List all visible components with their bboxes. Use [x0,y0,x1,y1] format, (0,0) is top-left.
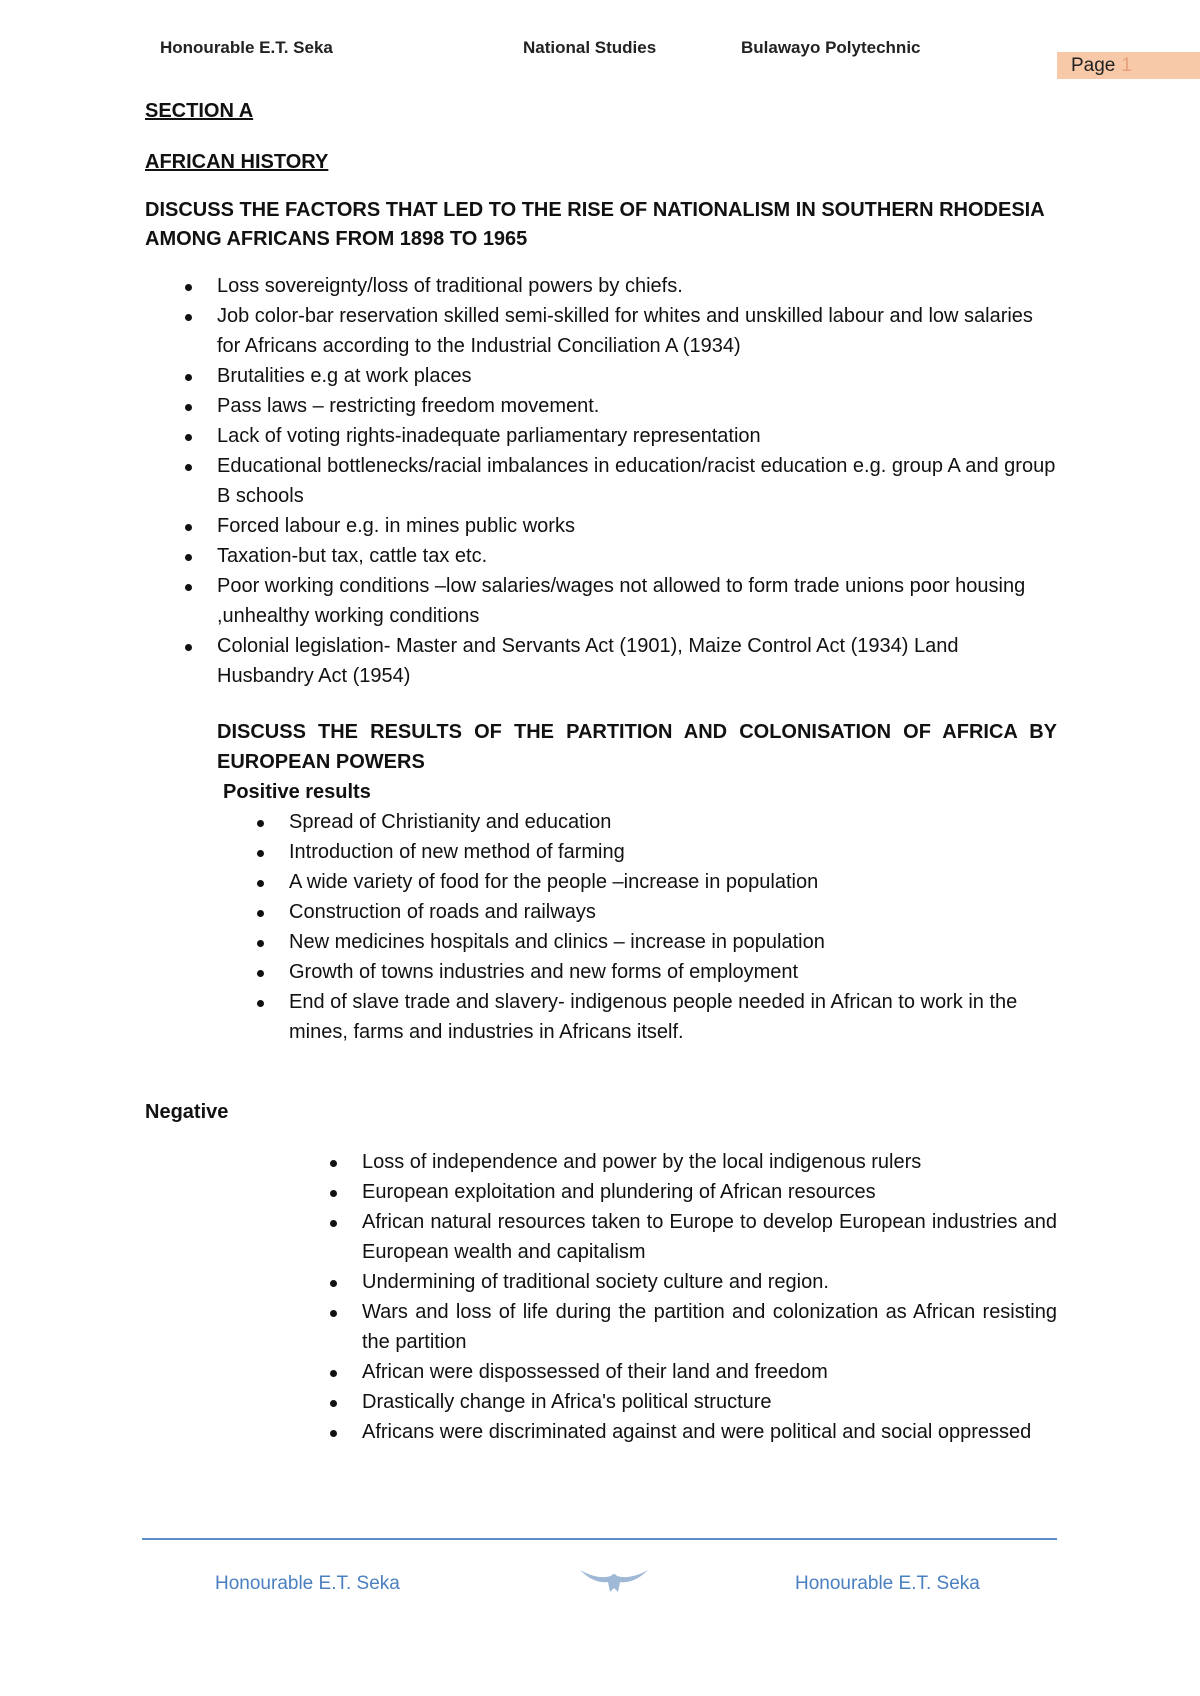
list-item [145,1267,1057,1297]
list-item-text: European exploitation and plundering of African resources [362,1181,876,1203]
list-item-text: Loss of independence and power by the local indigenous rulers [362,1151,922,1173]
list-item [145,541,1057,571]
bullet-icon [257,1000,264,1007]
bullet-icon [330,1190,337,1197]
page-number-badge [1057,52,1200,79]
list-item-text: African were dispossessed of their land and freedom [362,1361,828,1383]
list-item-text: Job color-bar reservation skilled semi-skilled for whites and unskilled labour and low salaries for Africans according to the Industrial Conciliation A (1934) [217,305,1033,357]
list-item [217,897,1057,927]
header-subject: National Studies [523,38,657,57]
bullet-icon [330,1370,337,1377]
bullet-icon [185,584,192,591]
list-item-text: Lack of voting rights-inadequate parliamentary representation [217,425,761,447]
question2-title: DISCUSS THE RESULTS OF THE PARTITION AND COLONISATION OF AFRICA BY EUROPEAN POWERS [217,721,1057,773]
bullet-icon [330,1430,337,1437]
positive-results-label: Positive results [223,781,371,803]
bullet-icon [185,464,192,471]
list-item-text: Drastically change in Africa's political structure [362,1391,772,1413]
list-item [145,1387,1057,1417]
bullet-icon [185,434,192,441]
question1-list [145,271,1057,691]
list-item [145,271,1057,301]
list-item-text: End of slave trade and slavery- indigenous people needed in African to work in the mines, farms and industries in Africans itself. [289,991,1018,1043]
list-item-text: Undermining of traditional society culture and region. [362,1271,829,1293]
list-item [145,451,1057,511]
bullet-icon [330,1310,337,1317]
list-item [145,391,1057,421]
bullet-icon [330,1220,337,1227]
list-item [145,1207,1057,1267]
bullet-icon [185,284,192,291]
footer-divider [142,1538,1057,1540]
bullet-icon [257,910,264,917]
list-item-text: New medicines hospitals and clinics – increase in population [289,931,825,953]
list-item-text: Brutalities e.g at work places [217,365,472,387]
list-item [217,837,1057,867]
list-item [145,421,1057,451]
bullet-icon [257,880,264,887]
list-item-text: Pass laws – restricting freedom movement. [217,395,600,417]
list-item [145,1147,1057,1177]
bullet-icon [330,1280,337,1287]
bullet-icon [330,1160,337,1167]
bullet-icon [257,850,264,857]
list-item-text: Introduction of new method of farming [289,841,625,863]
bird-logo-icon [578,1562,650,1603]
bullet-icon [257,970,264,977]
bullet-icon [185,374,192,381]
list-item [145,301,1057,361]
bullet-icon [185,524,192,531]
list-item [217,987,1057,1047]
list-item [145,1297,1057,1357]
list-item-text: Wars and loss of life during the partition and colonization as African resisting the partition [362,1301,1057,1353]
negative-label: Negative [145,1101,229,1123]
page-label: Page [1071,55,1116,76]
document-body [145,96,1057,1447]
list-item [217,807,1057,837]
page-number: 1 [1121,55,1132,76]
list-item [145,1177,1057,1207]
list-item [145,631,1057,691]
bullet-icon [330,1400,337,1407]
list-item-text: Forced labour e.g. in mines public works [217,515,575,537]
question1-title: DISCUSS THE FACTORS THAT LED TO THE RISE OF NATIONALISM IN SOUTHERN RHODESIA AMONG AFRICANS FROM 1898 TO 1965 [145,199,1044,250]
bullet-icon [257,940,264,947]
bullet-icon [185,314,192,321]
list-item [145,571,1057,631]
list-item-text: African natural resources taken to Europe to develop European industries and European wealth and capitalism [362,1211,1057,1263]
list-item [217,927,1057,957]
list-item [217,957,1057,987]
bullet-icon [185,644,192,651]
list-item-text: Spread of Christianity and education [289,811,612,833]
footer-right-author: Honourable E.T. Seka [795,1573,980,1594]
question2-block [217,717,1057,1047]
list-item-text: Growth of towns industries and new forms of employment [289,961,799,983]
list-item-text: Africans were discriminated against and were political and social oppressed [362,1421,1032,1443]
section-title: SECTION A [145,100,254,122]
list-item [145,1357,1057,1387]
list-item-text: Construction of roads and railways [289,901,596,923]
list-item-text: Colonial legislation- Master and Servants Act (1901), Maize Control Act (1934) Land Husbandry Act (1954) [217,635,959,687]
list-item [145,511,1057,541]
negative-results-list [145,1147,1057,1447]
list-item-text: Educational bottlenecks/racial imbalances in education/racist education e.g. group A and group B schools [217,455,1056,507]
positive-results-list [217,807,1057,1047]
bullet-icon [185,554,192,561]
list-item-text: A wide variety of food for the people –increase in population [289,871,819,893]
list-item-text: Taxation-but tax, cattle tax etc. [217,545,488,567]
bullet-icon [257,820,264,827]
bullet-icon [185,404,192,411]
header-author: Honourable E.T. Seka [160,38,333,57]
list-item-text: Poor working conditions –low salaries/wages not allowed to form trade unions poor housing ,unhealthy working conditions [217,575,1026,627]
subject-title: AFRICAN HISTORY [145,151,329,173]
list-item-text: Loss sovereignty/loss of traditional powers by chiefs. [217,275,683,297]
list-item [145,361,1057,391]
header-institution: Bulawayo Polytechnic [741,38,921,57]
footer-left-author: Honourable E.T. Seka [215,1573,400,1594]
list-item [145,1417,1057,1447]
list-item [217,867,1057,897]
